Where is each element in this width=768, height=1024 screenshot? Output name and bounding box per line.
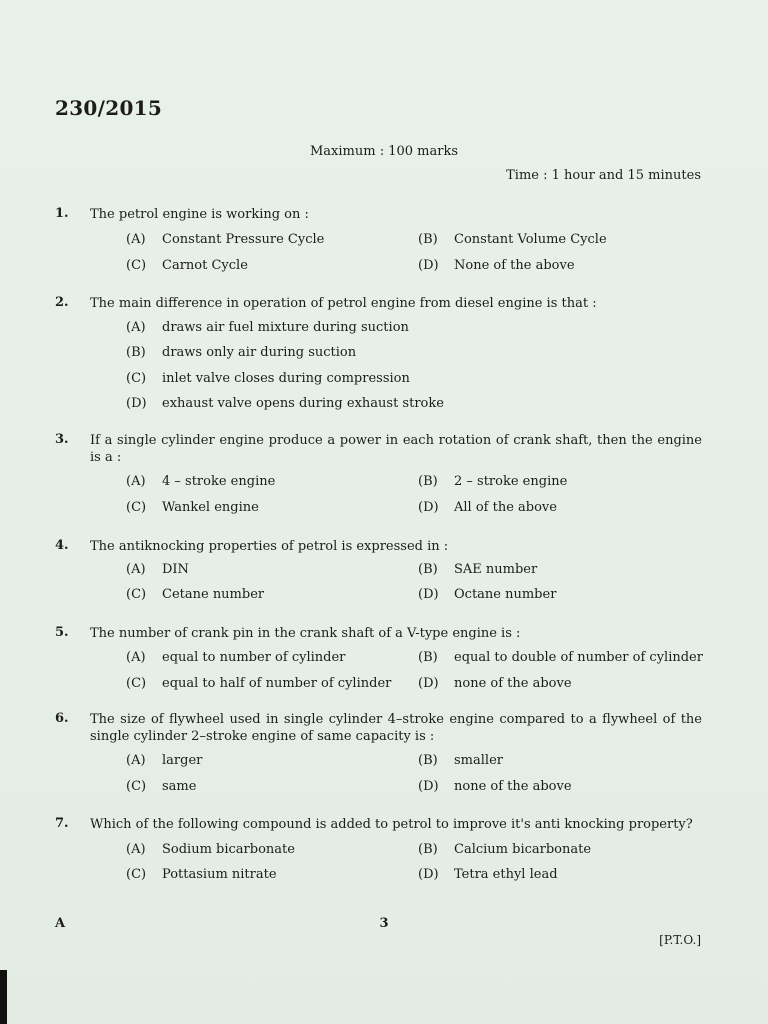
question-number: 6. <box>55 711 69 726</box>
option-c <box>126 779 196 794</box>
option-label: (D) <box>418 587 439 602</box>
option-label: (D) <box>126 396 147 411</box>
option-text: equal to number of cylinder <box>162 650 346 665</box>
option-b <box>418 232 607 247</box>
option-label: (C) <box>126 500 147 515</box>
question-text: If a single cylinder engine produce a power in each rotation of crank shaft, then the engine is a : <box>90 433 702 465</box>
option-d <box>418 258 575 273</box>
option-text: All of the above <box>454 500 557 515</box>
option-text: inlet valve closes during compression <box>162 371 410 386</box>
option-label: (B) <box>418 650 438 665</box>
option-c <box>126 258 248 273</box>
option-label: (A) <box>126 562 146 577</box>
option-c <box>126 371 410 386</box>
question-number: 2. <box>55 295 69 310</box>
option-text: equal to half of number of cylinder <box>162 676 392 691</box>
option-a <box>126 232 324 247</box>
option-text: None of the above <box>454 258 575 273</box>
option-a <box>126 842 295 857</box>
option-text: Constant Volume Cycle <box>454 232 607 247</box>
option-text: Octane number <box>454 587 557 602</box>
option-label: (D) <box>418 867 439 882</box>
option-b <box>418 474 567 489</box>
option-text: draws air fuel mixture during suction <box>162 320 409 335</box>
option-label: (A) <box>126 232 146 247</box>
option-text: Constant Pressure Cycle <box>162 232 325 247</box>
option-text: same <box>162 779 197 794</box>
question-number: 5. <box>55 625 69 640</box>
option-a <box>126 320 409 335</box>
please-turn-over: [P.T.O.] <box>659 933 701 947</box>
question-text: Which of the following compound is added to petrol to improve it's anti knocking property? <box>90 817 693 832</box>
time-allowed: Time : 1 hour and 15 minutes <box>506 168 701 183</box>
option-text: Cetane number <box>162 587 265 602</box>
option-b <box>418 562 537 577</box>
option-label: (C) <box>126 779 147 794</box>
option-label: (D) <box>418 779 439 794</box>
option-label: (A) <box>126 753 146 768</box>
option-c <box>126 587 264 602</box>
option-label: (B) <box>418 562 438 577</box>
option-b <box>418 753 503 768</box>
question-text: The antiknocking properties of petrol is expressed in : <box>90 539 449 554</box>
option-a <box>126 474 275 489</box>
option-label: (D) <box>418 258 439 273</box>
option-text: Carnot Cycle <box>162 258 248 273</box>
option-b <box>418 842 591 857</box>
option-c <box>126 867 277 882</box>
option-a <box>126 753 202 768</box>
option-label: (A) <box>126 842 146 857</box>
option-a <box>126 562 189 577</box>
option-d <box>418 500 557 515</box>
option-text: SAE number <box>454 562 538 577</box>
option-label: (B) <box>418 474 438 489</box>
page-number: 3 <box>379 916 389 931</box>
option-text: draws only air during suction <box>162 345 357 360</box>
option-c <box>126 676 391 691</box>
option-text: none of the above <box>454 676 572 691</box>
question-text: The number of crank pin in the crank shaft of a V-type engine is : <box>90 626 521 641</box>
question-number: 4. <box>55 538 69 553</box>
option-text: Tetra ethyl lead <box>454 867 558 882</box>
maximum-marks: Maximum : 100 marks <box>309 144 458 159</box>
option-text: 2 – stroke engine <box>454 474 568 489</box>
option-text: Wankel engine <box>162 500 259 515</box>
option-label: (D) <box>418 500 439 515</box>
option-label: (A) <box>126 320 146 335</box>
option-d <box>126 396 444 411</box>
option-label: (B) <box>418 842 438 857</box>
option-c <box>126 500 259 515</box>
option-a <box>126 650 345 665</box>
question-number: 7. <box>55 816 69 831</box>
option-text: Sodium bicarbonate <box>162 842 295 857</box>
option-text: Pottasium nitrate <box>162 867 277 882</box>
option-d <box>418 779 572 794</box>
option-label: (D) <box>418 676 439 691</box>
option-label: (C) <box>126 258 147 273</box>
option-d <box>418 587 556 602</box>
question-text: The petrol engine is working on : <box>90 207 309 222</box>
option-label: (C) <box>126 676 147 691</box>
option-d <box>418 676 572 691</box>
series-letter: A <box>55 916 66 931</box>
option-text: Calcium bicarbonate <box>454 842 592 857</box>
option-label: (C) <box>126 867 147 882</box>
option-label: (C) <box>126 587 147 602</box>
option-label: (A) <box>126 474 146 489</box>
option-d <box>418 867 558 882</box>
option-label: (B) <box>418 753 438 768</box>
option-text: smaller <box>454 753 503 768</box>
option-text: exhaust valve opens during exhaust stroke <box>162 396 444 411</box>
question-text: The main difference in operation of petrol engine from diesel engine is that : <box>90 296 597 311</box>
option-label: (B) <box>418 232 438 247</box>
paper-code: 230/2015 <box>55 96 163 120</box>
option-text: larger <box>162 753 203 768</box>
scan-edge <box>0 970 7 1024</box>
option-b <box>418 650 703 665</box>
question-text: The size of flywheel used in single cylinder 4–stroke engine compared to a flywheel of the single cylinder 2–stroke engine of same capacity is : <box>90 712 702 744</box>
question-number: 1. <box>55 206 69 221</box>
option-b <box>126 345 356 360</box>
option-label: (B) <box>126 345 146 360</box>
option-text: none of the above <box>454 779 572 794</box>
option-label: (A) <box>126 650 146 665</box>
option-label: (C) <box>126 371 147 386</box>
option-text: equal to double of number of cylinder <box>454 650 703 665</box>
option-text: DIN <box>162 562 189 577</box>
question-number: 3. <box>55 432 69 447</box>
option-text: 4 – stroke engine <box>162 474 276 489</box>
